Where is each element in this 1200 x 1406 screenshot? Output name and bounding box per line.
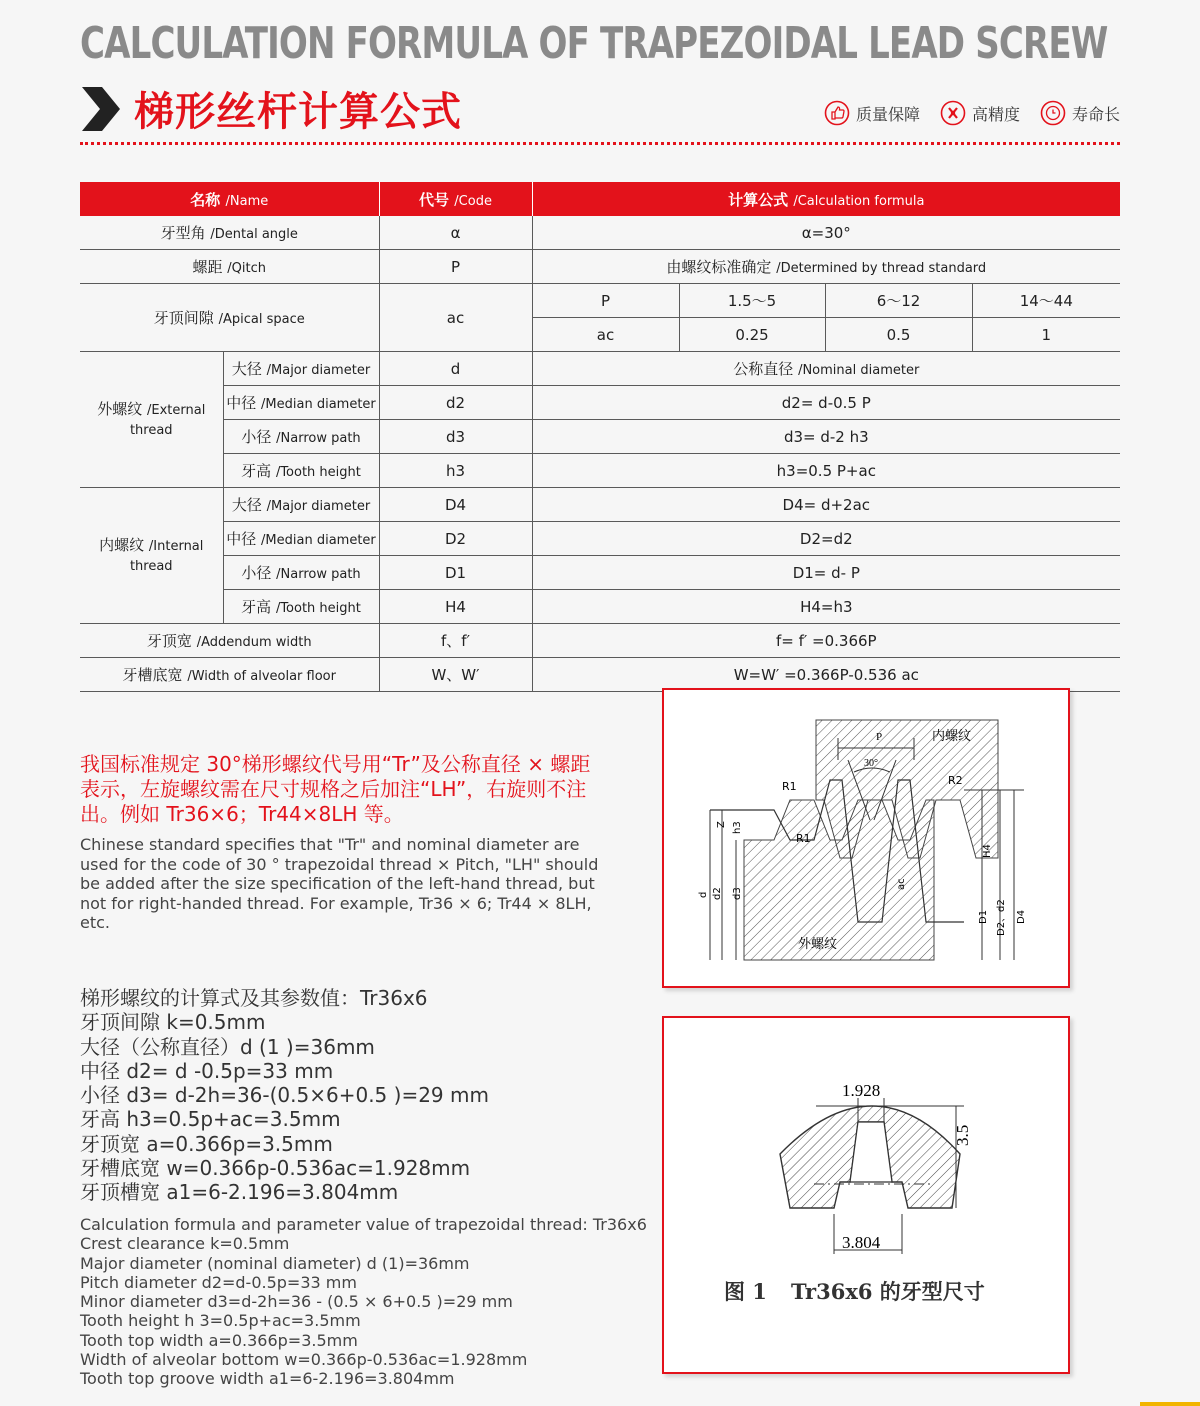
table-row bbox=[80, 216, 1120, 250]
group-internal: 内螺纹 /Internal thread bbox=[80, 488, 223, 624]
label-h3: h3 bbox=[732, 821, 743, 834]
label-r1b: R1 bbox=[796, 832, 811, 845]
row-name: 牙槽底宽 /Width of alveolar floor bbox=[80, 658, 379, 692]
row-name: 牙高 /Tooth height bbox=[223, 454, 379, 488]
row-formula: D2=d2 bbox=[532, 522, 1120, 556]
row-code: d2 bbox=[379, 386, 532, 420]
sub-cell: 6～12 bbox=[825, 284, 972, 318]
table-row bbox=[80, 624, 1120, 658]
label-d4: D4 bbox=[1016, 909, 1027, 924]
title-en: CALCULATION FORMULA OF TRAPEZOIDAL LEAD SCREW bbox=[80, 18, 1108, 69]
calc-line: 牙高 h3=0.5p+ac=3.5mm bbox=[80, 1107, 341, 1132]
table-row bbox=[80, 386, 1120, 420]
dim-height: 3.5 bbox=[953, 1124, 972, 1146]
calc-list-zh bbox=[80, 986, 489, 1205]
caption-text: Tr36x6 的牙型尺寸 bbox=[790, 1279, 985, 1304]
corner-accent bbox=[1140, 1402, 1200, 1406]
label-z: Z bbox=[716, 821, 727, 828]
table-row bbox=[80, 250, 1120, 284]
row-name: 大径 /Major diameter bbox=[223, 352, 379, 386]
calc-line: 牙槽底宽 w=0.366p-0.536ac=1.928mm bbox=[80, 1156, 471, 1181]
row-formula: f= f′ =0.366P bbox=[532, 624, 1120, 658]
row-formula: H4=h3 bbox=[532, 590, 1120, 624]
label-angle: 30° bbox=[864, 758, 878, 769]
tooth-dimension-diagram bbox=[664, 1018, 1068, 1372]
dotted-divider bbox=[80, 142, 1120, 145]
row-formula: D1= d- P bbox=[532, 556, 1120, 590]
calc-line: 牙顶槽宽 a1=6-2.196=3.804mm bbox=[80, 1180, 399, 1205]
badge-lifespan bbox=[1040, 100, 1120, 126]
gear-icon bbox=[940, 100, 966, 126]
sub-cell: 0.5 bbox=[825, 318, 972, 352]
label-internal: 内螺纹 bbox=[932, 729, 972, 744]
table-row bbox=[80, 590, 1120, 624]
row-code: α bbox=[379, 216, 532, 250]
row-name: 牙型角 /Dental angle bbox=[80, 216, 379, 250]
row-code: d bbox=[379, 352, 532, 386]
row-code: W、W′ bbox=[379, 658, 532, 692]
label-d2: d2 bbox=[712, 887, 723, 900]
calc-line: Width of alveolar bottom w=0.366p-0.536ac=1.928mm bbox=[80, 1350, 528, 1370]
label-r1: R1 bbox=[782, 780, 797, 793]
label-r2: R2 bbox=[948, 774, 963, 787]
row-name: 螺距 /Qitch bbox=[80, 250, 379, 284]
row-formula: D4= d+2ac bbox=[532, 488, 1120, 522]
row-code: d3 bbox=[379, 420, 532, 454]
row-formula: W=W′ =0.366P-0.536 ac bbox=[532, 658, 1120, 692]
row-code: P bbox=[379, 250, 532, 284]
label-h4: H4 bbox=[982, 844, 993, 858]
clock-icon bbox=[1040, 100, 1066, 126]
dim-bottom: 3.804 bbox=[842, 1233, 881, 1252]
figure-caption bbox=[724, 1276, 985, 1306]
label-external: 外螺纹 bbox=[798, 937, 838, 952]
formula-table bbox=[80, 182, 1120, 692]
table-row bbox=[80, 352, 1120, 386]
sub-cell: P bbox=[532, 284, 679, 318]
label-p: P bbox=[876, 731, 883, 743]
table-row bbox=[80, 454, 1120, 488]
badge-quality bbox=[824, 100, 920, 126]
calc-line: 小径 d3= d-2h=36-(0.5×6+0.5 )=29 mm bbox=[80, 1083, 489, 1108]
label-d2-int: D2、d2 bbox=[996, 899, 1007, 936]
table-header bbox=[80, 182, 1120, 216]
table-row bbox=[80, 284, 1120, 318]
calc-line: Major diameter (nominal diameter) d (1)=36mm bbox=[80, 1253, 470, 1273]
header-code: 代号 /Code bbox=[379, 182, 532, 216]
calc-line: Tooth top width a=0.366p=3.5mm bbox=[80, 1330, 358, 1350]
badge-label: 高精度 bbox=[971, 104, 1020, 124]
row-name: 牙顶宽 /Addendum width bbox=[80, 624, 379, 658]
sub-cell: 0.25 bbox=[679, 318, 825, 352]
calc-line: 牙顶间隙 k=0.5mm bbox=[80, 1010, 266, 1035]
label-d3: d3 bbox=[732, 887, 743, 900]
label-ac: ac bbox=[896, 878, 907, 890]
row-code: D2 bbox=[379, 522, 532, 556]
header-formula: 计算公式 /Calculation formula bbox=[532, 182, 1120, 216]
calc-list-en bbox=[80, 1215, 647, 1389]
caption-fig: 图 1 bbox=[724, 1279, 767, 1304]
group-external: 外螺纹 /External thread bbox=[80, 352, 223, 488]
label-d: d bbox=[698, 891, 709, 898]
calc-line: Crest clearance k=0.5mm bbox=[80, 1234, 290, 1254]
table-row bbox=[80, 420, 1120, 454]
row-formula: 由螺纹标准确定 /Determined by thread standard bbox=[532, 250, 1120, 284]
row-formula: d3= d-2 h3 bbox=[532, 420, 1120, 454]
sub-cell: ac bbox=[532, 318, 679, 352]
row-formula: α=30° bbox=[532, 216, 1120, 250]
row-formula: h3=0.5 P+ac bbox=[532, 454, 1120, 488]
row-code: D4 bbox=[379, 488, 532, 522]
badge-label: 质量保障 bbox=[855, 104, 920, 124]
table-row bbox=[80, 488, 1120, 522]
calc-line: Tooth top groove width a1=6-2.196=3.804mm bbox=[80, 1369, 455, 1389]
calc-line: Minor diameter d3=d-2h=36 - (0.5 × 6+0.5 )=29 mm bbox=[80, 1292, 513, 1312]
calc-line: Calculation formula and parameter value of trapezoidal thread: Tr36x6 bbox=[80, 1215, 647, 1234]
chevron-icon bbox=[80, 85, 122, 133]
calc-line: Pitch diameter d2=d-0.5p=33 mm bbox=[80, 1272, 357, 1292]
row-name: 小径 /Narrow path bbox=[223, 420, 379, 454]
badge-label: 寿命长 bbox=[1071, 104, 1120, 124]
thread-profile-diagram bbox=[664, 690, 1068, 986]
header-name: 名称 /Name bbox=[80, 182, 379, 216]
label-d1-int: D1 bbox=[978, 909, 989, 924]
title-zh: 梯形丝杆计算公式 bbox=[134, 89, 462, 135]
sub-cell: 1.5～5 bbox=[679, 284, 825, 318]
standard-note-zh: 我国标准规定 30°梯形螺纹代号用“Tr”及公称直径 × 螺距表示，左旋螺纹需在尺寸规格之后加注“LH”，右旋则不注出。例如 Tr36×6；Tr44×8LH 等。 bbox=[80, 752, 591, 826]
badge-precision bbox=[940, 100, 1020, 126]
sub-cell: 1 bbox=[972, 318, 1120, 352]
table-row bbox=[80, 522, 1120, 556]
table-row bbox=[80, 658, 1120, 692]
sub-cell: 14～44 bbox=[972, 284, 1120, 318]
feature-badges bbox=[824, 100, 1120, 126]
row-code: h3 bbox=[379, 454, 532, 488]
row-name: 牙高 /Tooth height bbox=[223, 590, 379, 624]
row-name: 牙顶间隙 /Apical space bbox=[80, 284, 379, 352]
row-formula: d2= d-0.5 P bbox=[532, 386, 1120, 420]
title-zh-row bbox=[80, 80, 462, 137]
thumbs-up-icon bbox=[824, 100, 850, 126]
tooth-dimension-figure bbox=[662, 1016, 1070, 1374]
dim-top: 1.928 bbox=[842, 1081, 881, 1100]
row-name: 中径 /Median diameter bbox=[223, 386, 379, 420]
calc-line: 梯形螺纹的计算式及其参数值：Tr36x6 bbox=[80, 986, 428, 1010]
calc-line: 中径 d2= d -0.5p=33 mm bbox=[80, 1058, 334, 1083]
row-name: 大径 /Major diameter bbox=[223, 488, 379, 522]
table-row bbox=[80, 556, 1120, 590]
calc-line: 大径（公称直径）d (1 )=36mm bbox=[80, 1034, 375, 1059]
row-code: H4 bbox=[379, 590, 532, 624]
row-code: ac bbox=[379, 284, 532, 352]
row-formula: 公称直径 /Nominal diameter bbox=[532, 352, 1120, 386]
calc-line: 牙顶宽 a=0.366p=3.5mm bbox=[80, 1131, 333, 1156]
thread-profile-figure bbox=[662, 688, 1070, 988]
row-code: f、f′ bbox=[379, 624, 532, 658]
standard-note-en: Chinese standard specifies that "Tr" and nominal diameter are used for the code of 30 ° trapezoidal thread × Pitch, "LH" should be added after the size specification of the left-hand thread, but not for right-handed thread. For example, Tr36 × 6; Tr44 × 8LH, etc. bbox=[80, 835, 599, 932]
row-code: D1 bbox=[379, 556, 532, 590]
calc-line: Tooth height h 3=0.5p+ac=3.5mm bbox=[80, 1311, 361, 1331]
row-name: 中径 /Median diameter bbox=[223, 522, 379, 556]
row-name: 小径 /Narrow path bbox=[223, 556, 379, 590]
